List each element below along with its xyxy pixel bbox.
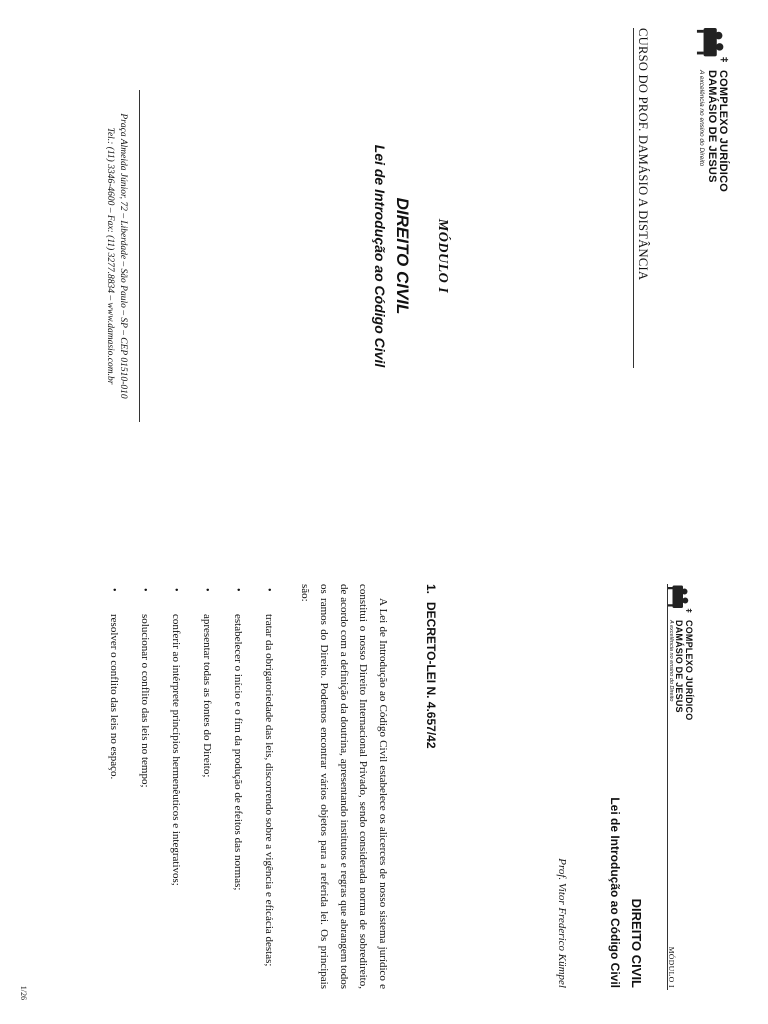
header-module-label: MÓDULO I [667, 946, 676, 988]
logo-line2: DAMÁSIO DE JESUS [705, 70, 718, 183]
cover-title: DIREITO CIVIL [393, 197, 412, 315]
justice-logo-icon [666, 584, 694, 614]
contact-line: Tel.: (11) 3346-4600 – Fax: (11) 3277.8834 – www.damasio.com.br [105, 127, 115, 385]
list-item-text: conferir ao intérprete princípios hermenêuticos e integrativos; [170, 614, 182, 886]
logo-text [667, 620, 693, 720]
content-page [0, 512, 768, 1024]
cover-subtitle: Lei de Introdução ao Código Civil [372, 144, 388, 368]
section-heading [424, 584, 438, 749]
page-number: 1/26 [19, 985, 28, 1000]
body-paragraph: A Lei de Introdução ao Código Civil estabelece os alicerces de nosso sistema jurídico e constitui o nosso Direito Internacional Privado, sendo considerada norma de sobredireito, de acordo com a definição da doutrina, apresentando institutos e regras que abrangem todos os ramos do Direito. Podemos encontrar vários objetos para a referida lei. Os principais são: [299, 584, 389, 989]
header-logo [666, 584, 694, 720]
list-item [230, 584, 245, 989]
list-item [199, 584, 214, 989]
bottom-divider [139, 90, 140, 422]
bullet-icon: • [232, 588, 243, 592]
bullet-icon: • [263, 588, 274, 592]
bullet-icon: • [108, 588, 119, 592]
logo-tagline: A excelência no ensino do Direito [698, 70, 706, 167]
author-name: Prof. Vitor Frederico Kümpel [556, 858, 568, 988]
list-item-text: resolver o conflito das leis no espaço. [108, 614, 120, 780]
list-item-text: estabelecer o início e o fim da produção de efeitos das normas; [232, 614, 244, 891]
section-number: 1. [424, 584, 438, 595]
header-divider [667, 584, 668, 990]
course-title: CURSO DO PROF. DAMÁSIO A DISTÂNCIA [636, 28, 650, 281]
list-item-text: solucionar o conflito das leis no tempo; [139, 614, 151, 788]
list-item-text: tratar da obrigatoriedade das leis, discorrendo sobre a vigência e eficácia destas; [263, 614, 275, 967]
bullet-icon: • [201, 588, 212, 592]
page-title: DIREITO CIVIL [629, 898, 644, 988]
logo-line2: DAMÁSIO DE JESUS [674, 620, 685, 713]
bullet-icon: • [170, 588, 181, 592]
logo-line1: COMPLEXO JURÍDICO [717, 70, 730, 192]
bullet-icon: • [139, 588, 150, 592]
logo-line1: COMPLEXO JURÍDICO [683, 620, 694, 721]
section-title: DECRETO-LEI N. 4.657/42 [424, 602, 438, 749]
cover-logo [696, 26, 730, 192]
list-item [168, 584, 183, 989]
logo-text [698, 70, 729, 192]
list-item-text: apresentar todas as fontes do Direito; [201, 614, 213, 778]
list-item [261, 584, 276, 989]
list-item [137, 584, 152, 989]
module-label: MÓDULO I [435, 218, 450, 294]
objectives-list [90, 584, 276, 989]
top-divider [633, 28, 634, 368]
list-item [106, 584, 121, 989]
page-subtitle: Lei de Introdução ao Código Civil [608, 797, 622, 988]
logo-tagline: A excelência no ensino do Direito [667, 620, 674, 702]
justice-logo-icon [696, 26, 730, 64]
address-line: Praça Almeida Júnior, 72 – Liberdade – São Paulo – SP – CEP 01510-010 [118, 113, 128, 399]
